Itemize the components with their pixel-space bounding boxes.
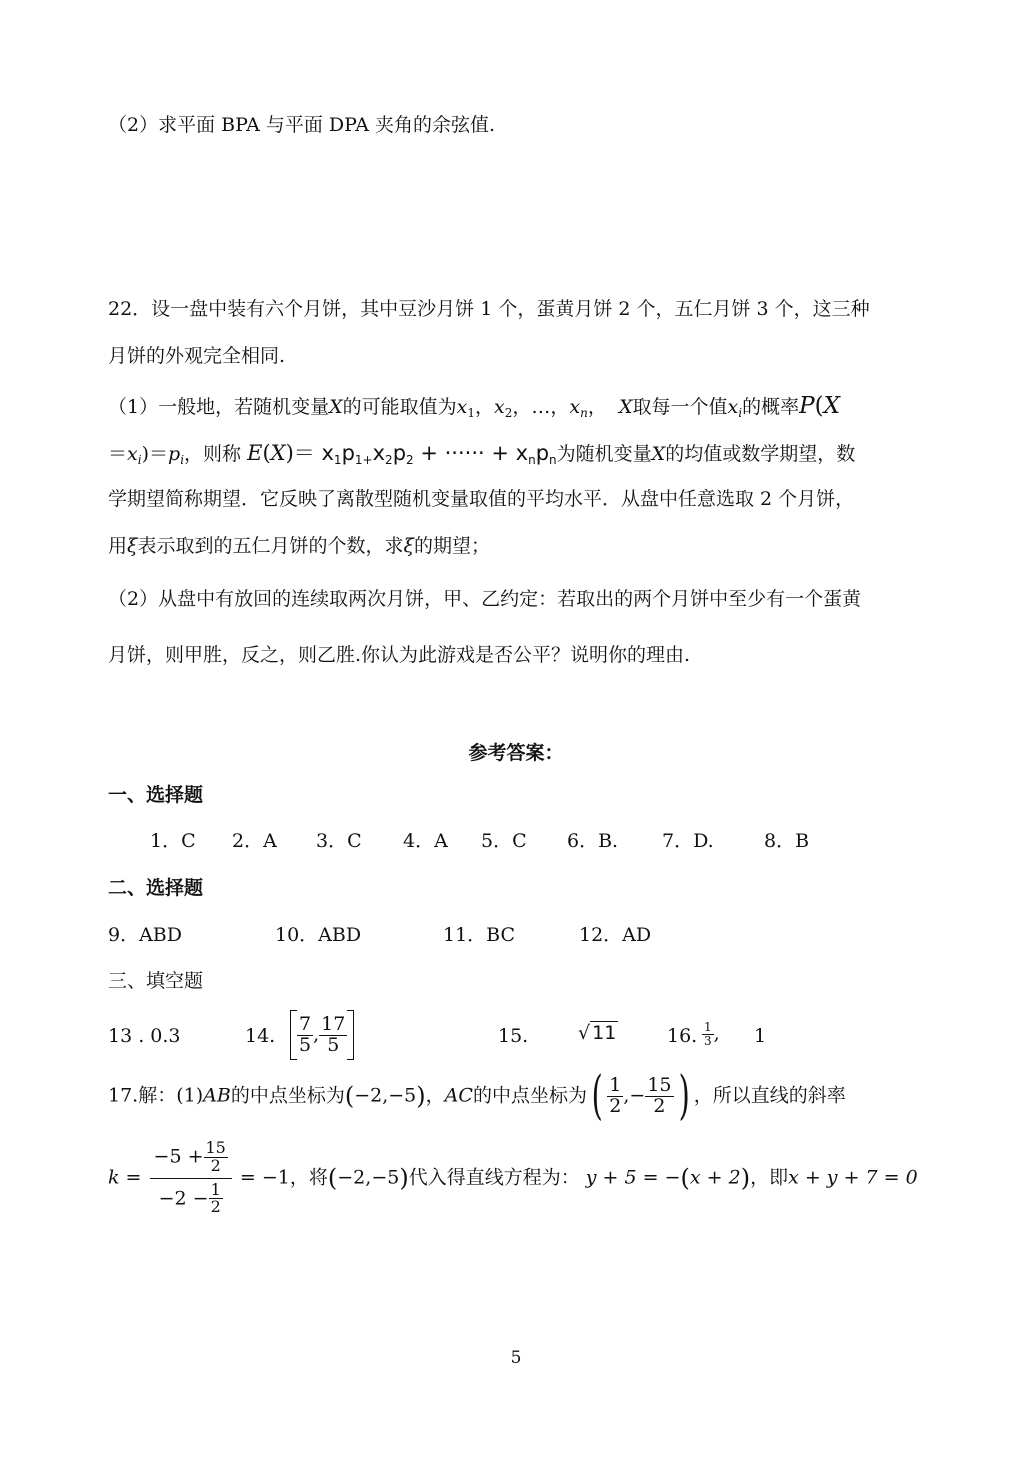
var-P: P	[799, 393, 815, 419]
answer-6: 6．B.	[567, 830, 619, 852]
slope-lhs: k =	[108, 1166, 142, 1189]
slope-denominator	[155, 1179, 227, 1217]
denominator: 5	[299, 1033, 312, 1056]
var-xi: ξ	[403, 535, 414, 557]
ellipsis: …	[531, 396, 551, 418]
var-x: x	[456, 396, 468, 418]
text: 的可能取值为	[342, 396, 457, 418]
sum-dots: + ······ +	[420, 441, 509, 465]
equation-2: x + y + 7 = 0	[788, 1166, 918, 1189]
paren: )	[678, 1066, 690, 1126]
q22-line5: 学期望简称期望．它反映了离散型随机变量取值的平均水平．从盘中任意选取 2 个月饼，	[108, 488, 855, 510]
sqrt-expression	[578, 1024, 618, 1043]
q22-line3	[108, 395, 840, 419]
paren: )	[416, 1082, 426, 1110]
paren: (	[327, 1164, 338, 1193]
section-1-title: 一、选择题	[108, 784, 204, 806]
subscript: i	[137, 453, 142, 467]
x-plain: x	[515, 441, 529, 465]
answer-16-label: 16.	[667, 1025, 698, 1047]
var-x: x	[494, 396, 505, 418]
numerator: 15	[205, 1138, 226, 1157]
paren: )	[285, 441, 294, 465]
var-X: X	[270, 441, 286, 465]
text: −2 −	[158, 1186, 209, 1209]
numerator: 1	[210, 1179, 221, 1199]
fraction	[607, 1073, 623, 1117]
comma: ，	[425, 1084, 445, 1107]
denominator: 3	[704, 1033, 712, 1048]
var-X: X	[651, 443, 666, 465]
var-xi: ξ	[127, 535, 138, 557]
numerator: 1	[609, 1073, 622, 1096]
eq: ＝	[149, 443, 169, 465]
answer-9: 9．ABD	[108, 924, 183, 946]
q21-part2: （2）求平面 BPA 与平面 DPA 夹角的余弦值.	[108, 114, 496, 136]
answer-13: 13 . 0.3	[108, 1025, 181, 1047]
q22-line2: 月饼的外观完全相同.	[108, 345, 286, 367]
var-x: x	[127, 443, 138, 465]
text: ，则称	[184, 443, 242, 465]
sep: ，	[512, 396, 532, 418]
var-AB: AB	[203, 1084, 231, 1107]
text: −5 +	[153, 1145, 204, 1168]
right-bracket	[347, 1010, 354, 1060]
fraction	[319, 1012, 347, 1056]
q22-line4	[108, 443, 855, 466]
mc-answers	[150, 832, 809, 851]
text: 表示取到的五仁月饼的个数，求	[137, 535, 404, 557]
fraction	[645, 1073, 673, 1117]
numerator: 1	[704, 1020, 712, 1034]
subscript: 2	[385, 453, 393, 467]
answer-14-label: 14.	[245, 1025, 276, 1047]
subscript: i	[738, 406, 743, 420]
text: 代入得直线方程为：	[408, 1166, 580, 1189]
var-x: x	[727, 396, 739, 418]
answer-1: 1．C	[150, 830, 196, 852]
slope-numerator	[150, 1140, 232, 1179]
sep: ，	[550, 396, 570, 418]
answers-title: 参考答案：	[468, 742, 564, 764]
subscript: n	[528, 453, 536, 467]
text: 的期望；	[413, 535, 490, 557]
var-E: E	[247, 441, 263, 465]
text: ，将	[289, 1166, 328, 1189]
q22-line6	[108, 537, 490, 556]
point: −2,−5	[354, 1084, 417, 1107]
q22-line7: （2）从盘中有放回的连续取两次月饼，甲、乙约定：若取出的两个月饼中至少有一个蛋黄	[108, 588, 862, 610]
answer-16-second: 1	[754, 1025, 767, 1047]
x-plain: x	[321, 441, 334, 465]
section-2-title: 二、选择题	[108, 877, 204, 899]
answer-7: 7．D.	[662, 830, 714, 852]
numerator: 7	[299, 1012, 312, 1035]
subscript: i	[180, 453, 185, 467]
radicand: 11	[592, 1022, 617, 1044]
q22-line8: 月饼，则甲胜，反之，则乙胜.你认为此游戏是否公平？说明你的理由.	[108, 644, 691, 666]
equation-1-paren: x + 2	[689, 1166, 741, 1189]
paren: (	[680, 1164, 690, 1193]
sep: ，	[587, 396, 607, 418]
text: 的中点坐标为	[230, 1084, 345, 1107]
var-p: p	[168, 443, 181, 465]
subscript: 2	[406, 453, 414, 467]
text: 用	[108, 535, 128, 557]
sep: ，	[475, 396, 495, 418]
answer-10: 10．ABD	[275, 924, 362, 946]
subscript: 1	[333, 453, 342, 467]
comma: ,	[313, 1023, 320, 1046]
paren: )	[740, 1164, 751, 1193]
eq: ＝	[293, 441, 315, 465]
left-bracket	[290, 1010, 297, 1060]
answer-12: 12．AD	[579, 924, 652, 946]
text: ，即	[750, 1166, 789, 1189]
text: 取每一个值	[632, 396, 728, 418]
var-AC: AC	[444, 1084, 473, 1107]
slope-rhs: = −1	[239, 1166, 290, 1189]
text: ，所以直线的斜率	[693, 1084, 846, 1107]
answer-2: 2．A	[232, 830, 277, 852]
paren: )	[399, 1164, 409, 1193]
text: 的均值或数学期望，数	[665, 443, 856, 465]
text: 为随机变量	[556, 443, 652, 465]
sqrt-icon: √	[578, 1022, 591, 1044]
q17-line1	[108, 1066, 846, 1126]
answer-14-interval	[290, 1010, 354, 1060]
answer-8: 8．B	[764, 830, 810, 852]
slope-fraction	[150, 1140, 232, 1216]
paren: (	[814, 393, 824, 419]
text: 的中点坐标为	[472, 1084, 587, 1107]
paren: (	[262, 441, 271, 465]
eq: ＝	[108, 443, 128, 465]
text: 的概率	[742, 396, 800, 418]
q17-line2	[108, 1140, 918, 1216]
answer-15-label: 15.	[498, 1025, 529, 1047]
subscript: 1	[467, 406, 475, 420]
fraction	[702, 1021, 714, 1047]
var-X: X	[329, 396, 343, 418]
text: （1）一般地，若随机变量	[108, 396, 330, 418]
answer-16-value	[702, 1021, 720, 1047]
sep: ,−	[623, 1084, 646, 1107]
answer-15-value	[578, 1024, 618, 1043]
denominator: 2	[609, 1094, 622, 1117]
paren: )	[141, 443, 149, 465]
denominator: 5	[327, 1033, 340, 1056]
paren: (	[591, 1066, 603, 1126]
q22-line1: 22．设一盘中装有六个月饼，其中豆沙月饼 1 个，蛋黄月饼 2 个，五仁月饼 3 个，这三种	[108, 298, 870, 320]
multi-answers	[108, 926, 651, 945]
fraction	[204, 1140, 228, 1175]
denominator: 2	[653, 1094, 666, 1117]
x-plain: x	[372, 441, 386, 465]
page-number: 5	[510, 1348, 522, 1368]
fraction	[209, 1179, 223, 1217]
answer-5: 5．C	[481, 830, 527, 852]
numerator: 17	[321, 1012, 346, 1035]
p-plain: p	[341, 441, 355, 465]
equation-1: y + 5 = −	[585, 1166, 681, 1189]
subscript: 2	[504, 406, 513, 420]
answer-3: 3．C	[316, 830, 362, 852]
text: 17.解：(1)	[108, 1084, 204, 1107]
var-X: X	[618, 396, 633, 418]
subscript: n	[549, 453, 557, 467]
answer-11: 11．BC	[443, 924, 516, 946]
subscript: n	[580, 406, 588, 420]
var-x: x	[569, 396, 581, 418]
denominator: 2	[210, 1155, 221, 1175]
section-3-title: 三、填空题	[108, 970, 204, 992]
p-plain: p	[392, 441, 407, 465]
subscript: 1+	[354, 453, 373, 467]
numerator: 15	[647, 1073, 672, 1096]
paren: (	[344, 1082, 355, 1110]
denominator: 2	[210, 1197, 221, 1217]
answer-4: 4．A	[403, 830, 448, 852]
comma: ,	[713, 1022, 720, 1045]
p-plain: p	[535, 441, 550, 465]
var-X: X	[823, 393, 840, 419]
point: −2,−5	[337, 1166, 400, 1189]
fraction	[297, 1012, 313, 1056]
